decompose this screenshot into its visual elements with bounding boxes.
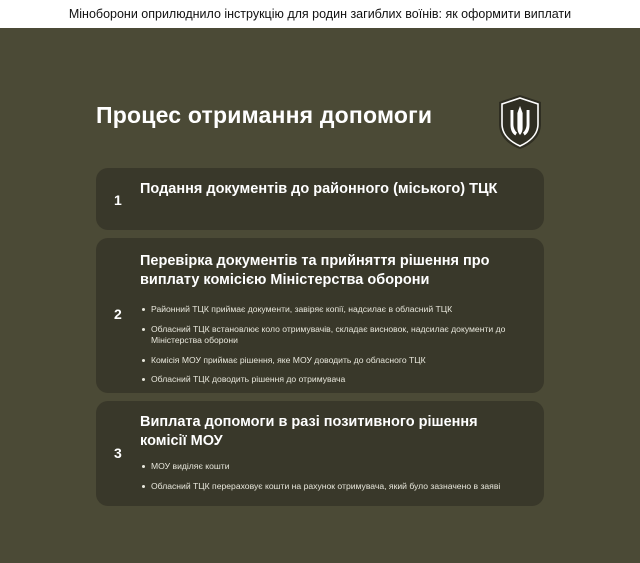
list-item: Обласний ТЦК доводить рішення до отримувача [140, 374, 526, 386]
infographic [0, 28, 640, 563]
list-item: Обласний ТЦК встановлює коло отримувачів, складає висновок, надсилає документи до Міністерства оборони [140, 324, 526, 347]
infographic-inner [0, 28, 640, 563]
step-card-1 [96, 168, 544, 230]
list-item: Комісія МОУ приймає рішення, яке МОУ доводить до обласного ТЦК [140, 355, 526, 367]
list-item: МОУ виділяє кошти [140, 461, 526, 473]
step-heading-2: Перевірка документів та прийняття рішення про виплату комісією Міністерства оборони [140, 253, 490, 288]
step-bullets-3 [140, 461, 526, 500]
ukraine-armed-forces-emblem-icon [497, 94, 543, 150]
step-heading-3: Виплата допомоги в разі позитивного рішення комісії МОУ [140, 414, 478, 449]
step-card-3 [96, 401, 544, 506]
step-number-2: 2 [114, 306, 122, 322]
list-item: Обласний ТЦК перераховує кошти на рахунок отримувача, який було зазначено в заяві [140, 481, 526, 493]
step-number-3: 3 [114, 445, 122, 461]
step-card-2 [96, 238, 544, 393]
article-headline: Міноборони оприлюднило інструкцію для родин загиблих воїнів: як оформити виплати [0, 0, 640, 28]
step-heading-1: Подання документів до районного (міського) ТЦК [140, 181, 498, 197]
step-number-1: 1 [114, 192, 122, 208]
infographic-title: Процес отримання допомоги [96, 102, 433, 128]
step-bullets-2 [140, 304, 526, 394]
list-item: Районний ТЦК приймає документи, завіряє копії, надсилає в обласний ТЦК [140, 304, 526, 316]
